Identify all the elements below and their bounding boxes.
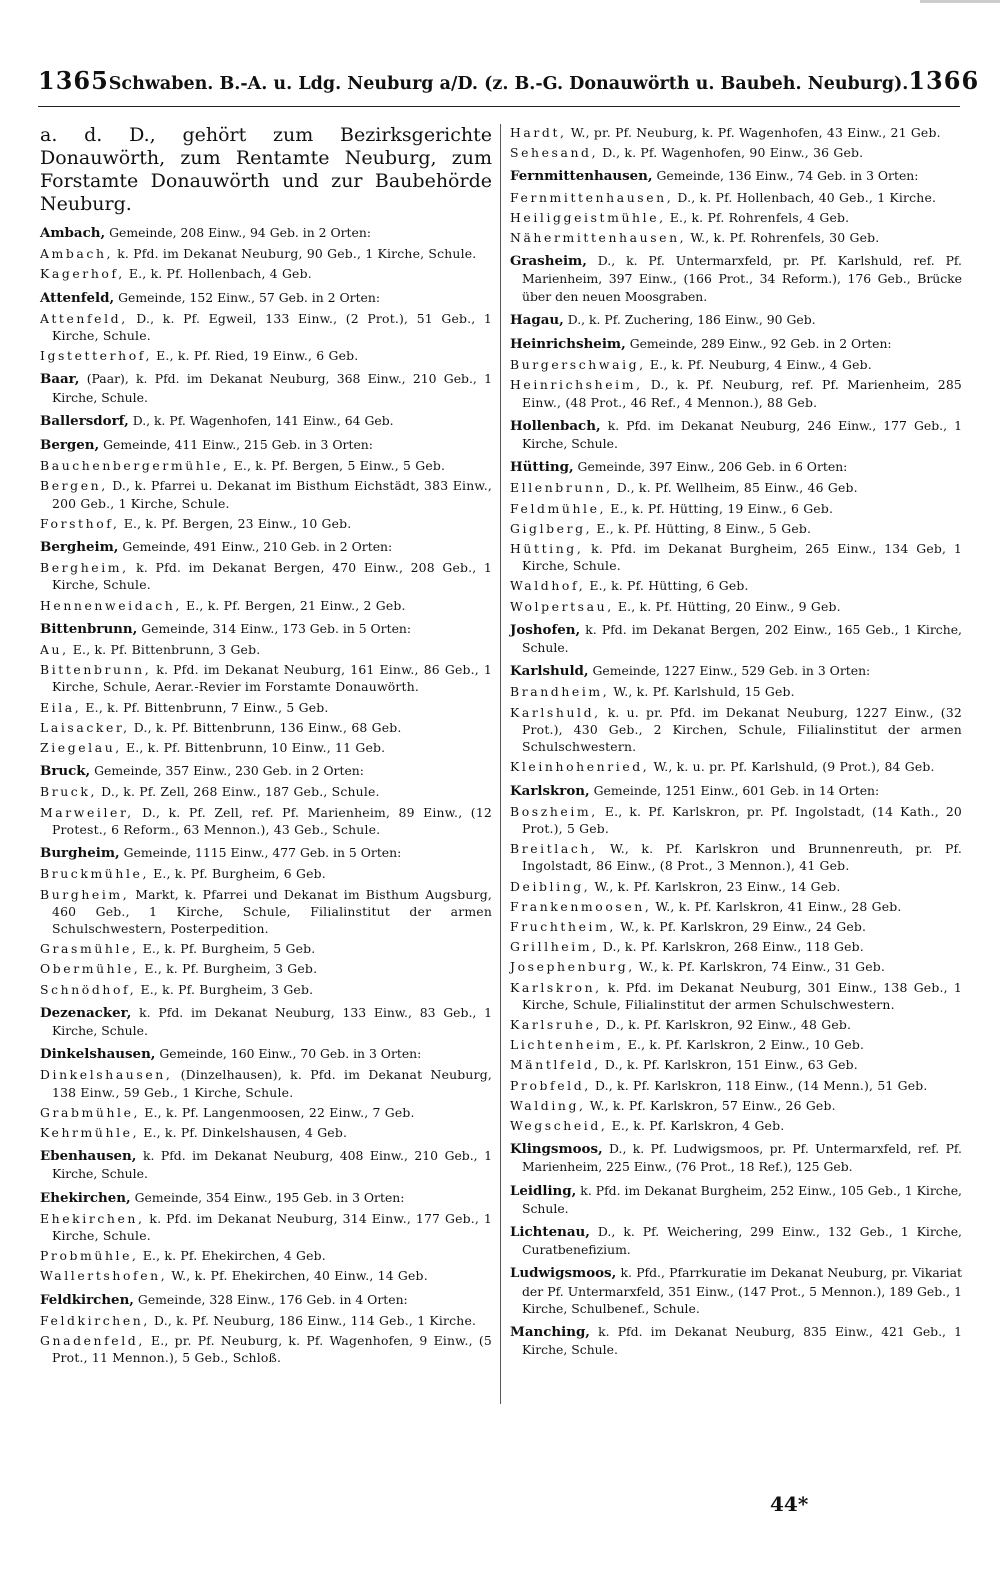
gazetteer-entry-heading (510, 1223, 962, 1258)
entry-description: W., k. Pf. Karlskron, 29 Einw., 24 Geb. (615, 918, 867, 934)
entry-description: Gemeinde, 1251 Einw., 601 Geb. in 14 Orten: (589, 782, 880, 798)
entry-description: Gemeinde, 1115 Einw., 477 Geb. in 5 Orten: (119, 845, 402, 861)
place-name: Gnadenfeld, (40, 1332, 145, 1348)
gazetteer-entry-place (510, 1056, 962, 1073)
place-name: Walding, (510, 1097, 586, 1113)
place-name: Ehekirchen, (40, 1210, 145, 1226)
municipality-name: Ehekirchen, (40, 1189, 131, 1206)
place-name: Giglberg, (510, 520, 593, 536)
municipality-name: Lichtenau, (510, 1223, 590, 1240)
place-name: Josephenburg, (510, 959, 635, 975)
entry-description: k. Pfd. im Dekanat Neuburg, 301 Einw., 138 Geb., 1 Kirche, Schule, Filialinstitut der armen Schulschwestern. (522, 979, 962, 1012)
gazetteer-entry-place (510, 209, 962, 226)
place-name: Grasmühle, (40, 941, 139, 957)
gazetteer-entry-place (40, 641, 492, 658)
entry-description: Gemeinde, 136 Einw., 74 Geb. in 3 Orten: (652, 168, 919, 184)
entry-description: D., k. Pf. Ludwigsmoos, pr. Pf. Untermarxfeld, ref. Pf. Marienheim, 225 Einw., (76 Prot., 18 Ref.), 125 Geb. (522, 1141, 962, 1175)
place-name: Attenfeld, (40, 310, 128, 326)
gazetteer-entry-place (510, 479, 962, 496)
municipality-name: Baar, (40, 371, 80, 388)
gazetteer-entry-place (40, 1066, 492, 1100)
entry-description: Gemeinde, 491 Einw., 210 Geb. in 2 Orten: (118, 539, 393, 555)
gazetteer-entry-heading (40, 289, 492, 307)
entry-description: W., pr. Pf. Neuburg, k. Pf. Wagenhofen, 43 Einw., 21 Geb. (566, 125, 941, 140)
gazetteer-entry-heading (510, 1140, 962, 1175)
gazetteer-entry-place (510, 958, 962, 975)
place-name: Hennenweidach, (40, 597, 182, 613)
gazetteer-entry-place (510, 979, 962, 1013)
municipality-name: Bittenbrunn, (40, 620, 138, 637)
gazetteer-entry-place (40, 597, 492, 614)
place-name: Probfeld, (510, 1077, 591, 1093)
gazetteer-entry-place (40, 661, 492, 695)
place-name: Heiliggeistmühle, (510, 209, 666, 225)
place-name: Kleinhohenried, (510, 759, 650, 775)
two-column-body (40, 124, 960, 1524)
entry-description: Gemeinde, 397 Einw., 206 Geb. in 6 Orten: (573, 459, 848, 475)
gazetteer-entry-place (40, 457, 492, 474)
gazetteer-entry-place (40, 739, 492, 756)
place-name: Wolpertsau, (510, 598, 614, 614)
place-name: Fruchtheim, (510, 918, 616, 934)
municipality-name: Klingsmoos, (510, 1141, 603, 1158)
municipality-name: Ambach, (40, 225, 106, 241)
entry-description: Gemeinde, 411 Einw., 215 Geb. in 3 Orten: (99, 437, 373, 453)
gazetteer-entry-place (510, 598, 962, 615)
entry-description: W., k. Pf. Karlskron, 74 Einw., 31 Geb. (634, 959, 886, 975)
entry-description: D., k. Pf. Karlskron, 118 Einw., (14 Menn.), 51 Geb. (590, 1077, 928, 1093)
gazetteer-entry-place (40, 1104, 492, 1121)
gazetteer-entry-place (510, 520, 962, 537)
gazetteer-entry-place (510, 1036, 962, 1053)
gazetteer-entry-place (40, 719, 492, 736)
entry-description: k. Pfd. im Dekanat Neuburg, 835 Einw., 421 Geb., 1 Kirche, Schule. (522, 1323, 962, 1358)
gazetteer-entry-place (510, 540, 962, 574)
right-column (510, 124, 962, 1361)
place-name: Laisacker, (40, 719, 130, 735)
entry-description: k. Pfd. im Dekanat Bergen, 202 Einw., 165 Geb., 1 Kirche, Schule. (522, 621, 962, 656)
gazetteer-entry-heading (510, 1323, 962, 1358)
entry-description: (Dinzelhausen), k. Pfd. im Dekanat Neuburg, 138 Einw., 59 Geb., 1 Kirche, Schule. (52, 1067, 492, 1100)
municipality-name: Hollenbach, (510, 417, 601, 434)
entry-description: E., k. Pf. Hütting, 8 Einw., 5 Geb. (592, 520, 812, 536)
place-name: Nähermittenhausen, (510, 230, 687, 246)
entry-description: (Paar), k. Pfd. im Dekanat Neuburg, 368 Einw., 210 Geb., 1 Kirche, Schule. (52, 371, 492, 405)
place-name: Grabmühle, (40, 1104, 141, 1120)
entry-description: E., k. Pf. Dinkelshausen, 4 Geb. (139, 1124, 348, 1140)
gazetteer-entry-place (40, 804, 492, 838)
entry-description: Gemeinde, 1227 Einw., 529 Geb. in 3 Orten: (588, 663, 871, 679)
entry-description: E., k. Pf. Hollenbach, 4 Geb. (124, 266, 312, 282)
municipality-name: Grasheim, (510, 253, 587, 270)
municipality-name: Bergheim, (40, 539, 119, 556)
gazetteer-entry-place (40, 245, 492, 262)
gazetteer-entry-place (510, 1077, 962, 1094)
gazetteer-entry-place (510, 144, 962, 161)
page-header (38, 66, 980, 107)
entry-description: Gemeinde, 208 Einw., 94 Geb. in 2 Orten: (105, 225, 372, 240)
entry-description: k. Pfd. im Dekanat Burgheim, 252 Einw., 105 Geb., 1 Kirche, Schule. (522, 1182, 962, 1216)
gazetteer-entry-heading (40, 1147, 492, 1182)
place-name: Kehrmühle, (40, 1124, 140, 1140)
gazetteer-entry-place (510, 1097, 962, 1114)
gazetteer-entry-heading (40, 370, 492, 405)
place-name: Bittenbrunn, (40, 662, 152, 678)
entry-description: E., k. Pf. Hütting, 19 Einw., 6 Geb. (606, 500, 834, 516)
place-name: Ziegelau, (40, 740, 122, 756)
gazetteer-entry-place (40, 1210, 492, 1244)
gazetteer-entry-heading (510, 167, 962, 185)
entry-description: E., k. Pf. Langenmoosen, 22 Einw., 7 Geb. (140, 1104, 415, 1120)
place-name: Brandheim, (510, 684, 610, 700)
entry-description: k. Pfd. im Dekanat Neuburg, 161 Einw., 86 Geb., 1 Kirche, Schule, Aerar.-Revier im Forstamte Donauwörth. (52, 662, 492, 695)
gazetteer-entry-place (510, 124, 962, 141)
gazetteer-entry-heading (510, 311, 962, 329)
gazetteer-entry-place (510, 840, 962, 874)
entry-description: D., k. Pf. Weichering, 299 Einw., 132 Geb., 1 Kirche, Curatbenefizium. (522, 1223, 962, 1258)
gazetteer-entry-heading (510, 621, 962, 656)
entry-description: D., k. Pf. Karlskron, 268 Einw., 118 Geb. (598, 939, 864, 955)
right-page-number: 1366 (908, 66, 980, 95)
running-title: Schwaben. B.-A. u. Ldg. Neuburg a/D. (z. B.-G. Donauwörth u. Baubeh. Neuburg). (108, 74, 909, 94)
gazetteer-entry-place (40, 515, 492, 532)
place-name: Kagerhof, (40, 266, 125, 282)
municipality-name: Ludwigsmoos, (510, 1265, 617, 1282)
place-name: Probmühle, (40, 1248, 139, 1264)
gazetteer-entry-heading (510, 252, 962, 305)
entry-description: E., k. Pf. Hütting, 6 Geb. (585, 578, 749, 594)
gazetteer-entry-heading (510, 458, 962, 476)
entry-description: k. Pfd. im Dekanat Neuburg, 314 Einw., 177 Geb., 1 Kirche, Schule. (52, 1210, 492, 1243)
entry-description: D., k. Pf. Zell, 268 Einw., 187 Geb., Schule. (97, 784, 380, 800)
gazetteer-entry-place (510, 577, 962, 594)
printer-signature: 44* (770, 1492, 809, 1516)
municipality-name: Karlshuld, (510, 663, 589, 680)
municipality-name: Bergen, (40, 437, 100, 454)
gazetteer-entry-place (510, 189, 962, 206)
entry-description: D., k. Pf. Zuchering, 186 Einw., 90 Geb. (563, 311, 816, 327)
municipality-name: Joshofen, (510, 621, 581, 638)
gazetteer-entry-heading (510, 1264, 962, 1317)
entry-description: k. Pfd. im Dekanat Neuburg, 246 Einw., 177 Geb., 1 Kirche, Schule. (522, 417, 962, 452)
entry-description: E., k. Pf. Bittenbrunn, 7 Einw., 5 Geb. (81, 699, 329, 715)
gazetteer-entry-heading (40, 538, 492, 556)
gazetteer-entry-place (40, 347, 492, 364)
place-name: Karlshuld, (510, 704, 601, 720)
entry-description: E., k. Pf. Hütting, 20 Einw., 9 Geb. (613, 598, 841, 614)
gazetteer-entry-place (40, 940, 492, 957)
place-name: Hardt, (510, 125, 567, 140)
entry-description: E., k. Pf. Burgheim, 6 Geb. (149, 866, 326, 882)
entry-description: Gemeinde, 314 Einw., 173 Geb. in 5 Orten: (137, 620, 412, 636)
entry-description: D., k. Pf. Wagenhofen, 90 Einw., 36 Geb. (598, 145, 864, 161)
place-name: Forsthof, (40, 515, 120, 531)
entry-description: W., k. u. pr. Pf. Karlshuld, (9 Prot.), 84 Geb. (649, 759, 935, 775)
place-name: Lichtenheim, (510, 1037, 624, 1053)
entry-description: E., k. Pf. Burgheim, 5 Geb. (138, 941, 316, 957)
place-name: Bergen, (40, 478, 108, 494)
entry-description: D., k. Pf. Zell, ref. Pf. Marienheim, 89 Einw., (12 Protest., 6 Reform., 63 Mennon.), 43 Geb., Schule. (52, 804, 492, 837)
entry-description: E., k. Pf. Bergen, 5 Einw., 5 Geb. (229, 458, 446, 474)
gazetteer-entry-heading (40, 620, 492, 638)
left-page-number: 1365 (38, 66, 109, 95)
place-name: Dinkelshausen, (40, 1067, 173, 1083)
place-name: Boszheim, (510, 803, 598, 819)
place-name: Ambach, (40, 246, 114, 262)
place-name: Karlsruhe, (510, 1016, 603, 1032)
gazetteer-entry-heading (510, 417, 962, 452)
entry-description: Gemeinde, 152 Einw., 57 Geb. in 2 Orten: (114, 289, 381, 305)
municipality-name: Dinkelshausen, (40, 1046, 156, 1063)
entry-description: Gemeinde, 328 Einw., 176 Geb. in 4 Orten: (133, 1291, 408, 1307)
left-column (40, 124, 492, 1369)
entry-description: W., k. Pf. Ehekirchen, 40 Einw., 14 Geb. (167, 1268, 428, 1284)
place-name: Wallertshofen, (40, 1268, 168, 1284)
gazetteer-entry-place (40, 1247, 492, 1264)
gazetteer-entry-place (510, 758, 962, 775)
gazetteer-entry-place (40, 1124, 492, 1141)
gazetteer-entry-heading (510, 335, 962, 353)
place-name: Hütting, (510, 541, 584, 557)
gazetteer-entry-place (40, 265, 492, 282)
municipality-name: Manching, (510, 1323, 590, 1340)
place-name: Ellenbrunn, (510, 480, 613, 496)
entry-description: k. Pfd. im Dekanat Bergen, 470 Einw., 208 Geb., 1 Kirche, Schule. (52, 560, 492, 593)
place-name: Au, (40, 642, 69, 658)
place-name: Feldkirchen, (40, 1312, 150, 1328)
gazetteer-entry-heading (40, 1189, 492, 1207)
municipality-name: Burgheim, (40, 845, 120, 862)
entry-description: E., k. Pf. Bittenbrunn, 10 Einw., 11 Geb. (121, 740, 386, 756)
gazetteer-entry-place (510, 376, 962, 410)
place-name: Feldmühle, (510, 500, 607, 516)
gazetteer-entry-place (510, 918, 962, 935)
gazetteer-entry-heading (40, 412, 492, 430)
entry-description: D., k. Pf. Wagenhofen, 141 Einw., 64 Geb. (128, 412, 394, 428)
entry-description: E., k. Pf. Bergen, 21 Einw., 2 Geb. (181, 597, 406, 613)
entry-description: E., k. Pf. Karlskron, pr. Pf. Ingolstadt, (14 Kath., 20 Prot.), 5 Geb. (522, 803, 962, 836)
entry-description: D., k. Pf. Neuburg, 186 Einw., 114 Geb., 1 Kirche. (149, 1312, 477, 1328)
entry-description: E., k. Pf. Ehekirchen, 4 Geb. (138, 1248, 326, 1264)
place-name: Obermühle, (40, 961, 141, 977)
place-name: Grillheim, (510, 939, 599, 955)
gazetteer-entry-place (510, 500, 962, 517)
entry-description: E., k. Pf. Ried, 19 Einw., 6 Geb. (152, 348, 359, 364)
gazetteer-entry-heading (40, 224, 492, 242)
municipality-name: Bruck, (40, 763, 91, 780)
municipality-name: Attenfeld, (40, 289, 115, 306)
place-name: Burgheim, (40, 886, 130, 902)
municipality-name: Fernmittenhausen, (510, 168, 653, 185)
place-name: Bruckmühle, (40, 866, 149, 882)
gazetteer-entry-place (510, 229, 962, 246)
entry-description: D., k. Pf. Neuburg, ref. Pf. Marienheim, 285 Einw., (48 Prot., 46 Ref., 4 Mennon.), 88 Geb. (522, 377, 962, 410)
entry-description: W., k. Pf. Karlskron und Brunnenreuth, pr. Pf. Ingolstadt, 86 Einw., (8 Prot., 3 Mennon.), 41 Geb. (522, 841, 962, 874)
gazetteer-entry-place (40, 310, 492, 344)
entry-description: D., k. Pf. Wellheim, 85 Einw., 46 Geb. (612, 480, 858, 496)
place-name: Bergheim, (40, 560, 129, 576)
entry-description: k. Pfd. im Dekanat Neuburg, 133 Einw., 83 Geb., 1 Kirche, Schule. (52, 1004, 492, 1038)
gazetteer-entry-place (40, 699, 492, 716)
gazetteer-entry-heading (40, 1291, 492, 1309)
place-name: Igstetterhof, (40, 348, 153, 364)
municipality-name: Dezenacker, (40, 1004, 132, 1021)
entry-description: E., k. Pf. Neuburg, 4 Einw., 4 Geb. (645, 357, 872, 373)
municipality-name: Hagau, (510, 311, 564, 328)
place-name: Breitlach, (510, 841, 598, 857)
entry-description: k. Pfd. im Dekanat Neuburg, 90 Geb., 1 Kirche, Schule. (113, 246, 477, 262)
gazetteer-entry-heading (510, 662, 962, 680)
place-name: Frankenmoosen, (510, 898, 652, 914)
municipality-name: Leidling, (510, 1182, 577, 1199)
column-divider (500, 124, 501, 1404)
entry-description: D., k. Pf. Karlskron, 151 Einw., 63 Geb. (600, 1057, 858, 1073)
top-edge-mark (920, 0, 1000, 3)
entry-description: E., k. Pf. Karlskron, 4 Geb. (607, 1117, 785, 1133)
municipality-name: Ebenhausen, (40, 1148, 137, 1165)
entry-description: k. u. pr. Pfd. im Dekanat Neuburg, 1227 Einw., (32 Prot.), 430 Geb., 2 Kirchen, Schule, Filialinstitut der armen Schulschwestern. (522, 704, 962, 755)
gazetteer-entry-place (40, 960, 492, 977)
gazetteer-entry-place (40, 477, 492, 511)
place-name: Deibling, (510, 878, 591, 894)
entry-description: E., pr. Pf. Neuburg, k. Pf. Wagenhofen, 9 Einw., (5 Prot., 11 Mennon.), 5 Geb., Schloß. (52, 1332, 492, 1366)
entry-description: W., k. Pf. Rohrenfels, 30 Geb. (686, 230, 880, 246)
entry-description: D., k. Pf. Untermarxfeld, pr. Pf. Karlshuld, ref. Pf. Marienheim, 397 Einw., (166 Prot., 34 Reform.), 176 Geb., Brücke über den neuen Moosgraben. (522, 253, 962, 304)
place-name: Sehesand, (510, 145, 599, 161)
gazetteer-entry-place (510, 1117, 962, 1134)
entry-description: Gemeinde, 354 Einw., 195 Geb. in 3 Orten: (130, 1189, 405, 1205)
gazetteer-entry-place (510, 704, 962, 756)
gazetteer-entry-heading (40, 1045, 492, 1063)
entry-description: Gemeinde, 289 Einw., 92 Geb. in 2 Orten: (625, 336, 892, 352)
gazetteer-entry-place (510, 683, 962, 700)
place-name: Eila, (40, 699, 82, 715)
entry-description: E., k. Pf. Burgheim, 3 Geb. (140, 961, 318, 977)
municipality-name: Ballersdorf, (40, 412, 129, 429)
place-name: Burgerschwaig, (510, 357, 646, 373)
gazetteer-entry-place (510, 803, 962, 837)
entry-description: E., k. Pf. Burgheim, 3 Geb. (136, 981, 314, 997)
entry-description: D., k. Pf. Hollenbach, 40 Geb., 1 Kirche. (673, 189, 937, 205)
gazetteer-entry-place (40, 1312, 492, 1329)
gazetteer-entry-heading (40, 844, 492, 862)
entry-description: E., k. Pf. Rohrenfels, 4 Geb. (665, 209, 850, 225)
gazetteer-entry-place (40, 1267, 492, 1284)
municipality-name: Karlskron, (510, 782, 590, 799)
entry-description: Gemeinde, 357 Einw., 230 Geb. in 2 Orten: (90, 763, 364, 779)
entry-description: W., k. Pf. Karlskron, 41 Einw., 28 Geb. (651, 898, 902, 914)
entry-description: Markt, k. Pfarrei und Dekanat im Bisthum Augsburg, 460 Geb., 1 Kirche, Schule, Filialinstitut der armen Schulschwestern, Posterpedition. (52, 886, 492, 936)
municipality-name: Feldkirchen, (40, 1291, 134, 1308)
place-name: Fernmittenhausen, (510, 189, 674, 205)
entry-description: E., k. Pf. Bergen, 23 Einw., 10 Geb. (119, 515, 352, 531)
entry-description: E., k. Pf. Bittenbrunn, 3 Geb. (68, 642, 261, 658)
gazetteer-entry-place (510, 898, 962, 915)
gazetteer-entry-place (510, 1016, 962, 1033)
entry-description: D., k. Pf. Egweil, 133 Einw., (2 Prot.), 51 Geb., 1 Kirche, Schule. (52, 310, 492, 344)
entry-description: D., k. Pf. Karlskron, 92 Einw., 48 Geb. (602, 1016, 852, 1032)
place-name: Karlskron, (510, 979, 602, 995)
entry-description: E., k. Pf. Karlskron, 2 Einw., 10 Geb. (623, 1037, 865, 1053)
place-name: Heinrichsheim, (510, 377, 643, 393)
gazetteer-entry-place (40, 981, 492, 998)
municipality-name: Hütting, (510, 459, 574, 476)
gazetteer-entry-place (40, 559, 492, 593)
entry-description: W., k. Pf. Karlskron, 57 Einw., 26 Geb. (585, 1097, 836, 1113)
place-name: Marweiler, (40, 804, 134, 820)
entry-description: k. Pfd., Pfarrkuratie im Dekanat Neuburg, pr. Vikariat der Pf. Untermarxfeld, 351 Einw., (147 Prot., 5 Mennon.), 189 Geb., 1 Kirche, Schulbenef., Schule. (522, 1265, 962, 1316)
gazetteer-entry-place (40, 886, 492, 938)
entry-description: Gemeinde, 160 Einw., 70 Geb. in 3 Orten: (155, 1046, 422, 1062)
gazetteer-entry-heading (40, 436, 492, 454)
gazetteer-entry-place (510, 938, 962, 955)
place-name: Wegscheid, (510, 1117, 608, 1133)
intro-paragraph: a. d. D., gehört zum Bezirksgerichte Donauwörth, zum Rentamte Neuburg, zum Forstamte Donauwörth und zur Baubehörde Neuburg. (40, 124, 492, 215)
place-name: Waldhof, (510, 578, 586, 594)
entry-description: W., k. Pf. Karlskron, 23 Einw., 14 Geb. (590, 878, 841, 894)
gazetteer-entry-heading (40, 1004, 492, 1039)
place-name: Bruck, (40, 784, 97, 800)
gazetteer-entry-place (510, 878, 962, 895)
gazetteer-entry-heading (510, 782, 962, 800)
gazetteer-entry-heading (40, 762, 492, 780)
municipality-name: Heinrichsheim, (510, 336, 626, 353)
entry-description: k. Pfd. im Dekanat Neuburg, 408 Einw., 210 Geb., 1 Kirche, Schule. (52, 1148, 492, 1182)
gazetteer-entry-place (40, 865, 492, 882)
entry-description: D., k. Pfarrei u. Dekanat im Bisthum Eichstädt, 383 Einw., 200 Geb., 1 Kirche, Schule. (52, 478, 492, 511)
gazetteer-entry-place (40, 783, 492, 800)
gazetteer-entry-place (510, 356, 962, 373)
entry-description: W., k. Pf. Karlshuld, 15 Geb. (609, 684, 795, 700)
place-name: Schnödhof, (40, 981, 137, 997)
place-name: Mäntlfeld, (510, 1057, 601, 1073)
gazetteer-entry-heading (510, 1182, 962, 1217)
place-name: Bauchenbergermühle, (40, 458, 230, 474)
entry-description: k. Pfd. im Dekanat Burgheim, 265 Einw., 134 Geb, 1 Kirche, Schule. (522, 541, 962, 574)
entry-description: D., k. Pf. Bittenbrunn, 136 Einw., 68 Geb. (129, 719, 402, 735)
gazetteer-entry-place (40, 1332, 492, 1366)
